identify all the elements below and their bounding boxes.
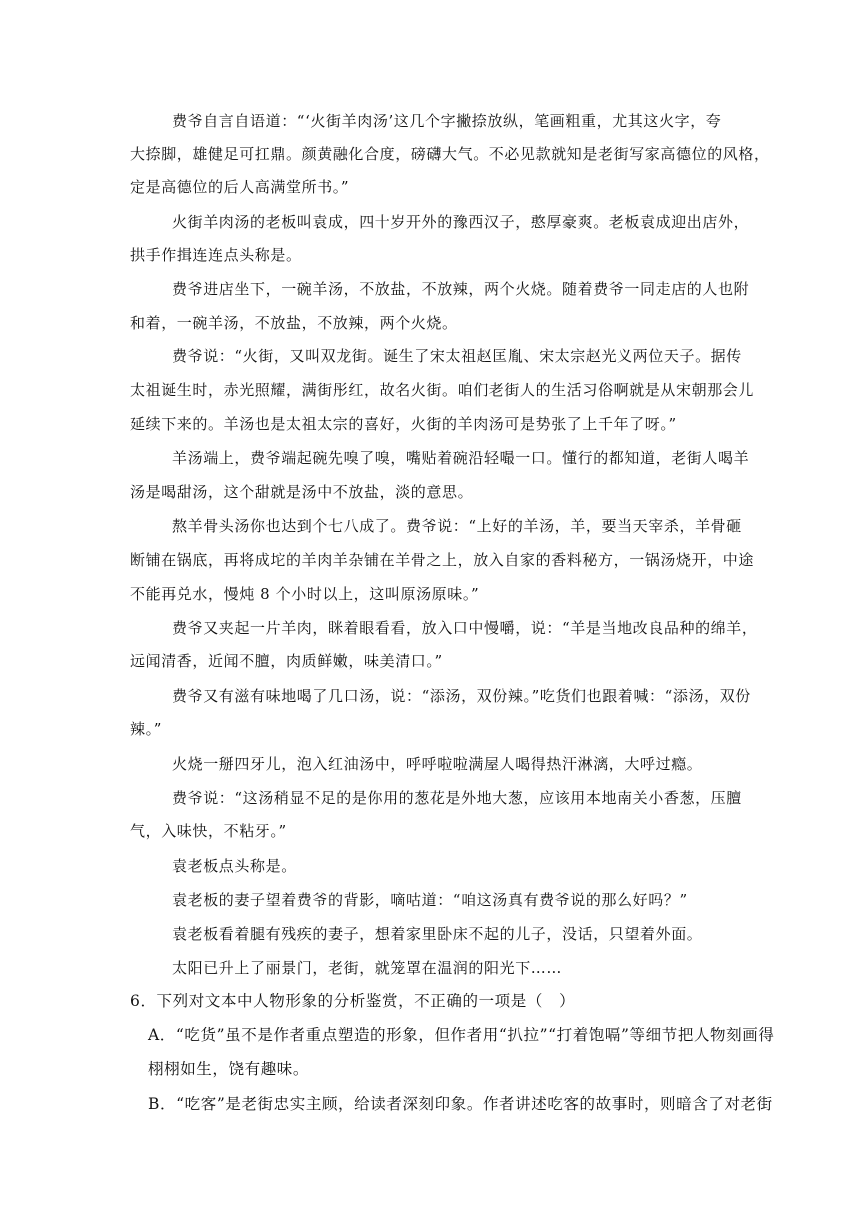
passage-line: 火烧一掰四牙儿，泡入红油汤中，呼呼啦啦满屋人喝得热汗淋漓，大呼过瘾。: [172, 755, 703, 773]
passage-line: 费爷说：“火街，又叫双龙街。诞生了宋太祖赵匡胤、宋太宗赵光义两位天子。据传: [172, 347, 742, 365]
passage-line: 熬羊骨头汤你也达到个七八成了。费爷说：“上好的羊汤，羊，要当天宰杀，羊骨砸: [172, 517, 742, 535]
passage-line: 费爷又有滋有味地喝了几口汤，说：“添汤，双份辣。”吃货们也跟着喊：“添汤，双份: [172, 687, 751, 705]
passage-line: 拱手作揖连连点头称是。: [130, 246, 302, 264]
passage-line: 费爷自言自语道：“‘火街羊肉汤’这几个字撇捺放纵，笔画粗重，尤其这火字，夸: [172, 112, 722, 130]
passage-line: 辣。”: [130, 720, 162, 738]
passage-line: 不能再兑水，慢炖 8 个小时以上，这叫原汤原味。”: [130, 585, 480, 603]
passage-line: 和着，一碗羊汤，不放盐，不放辣，两个火烧。: [130, 314, 458, 332]
passage-line: 气，入味快，不粘牙。”: [130, 822, 287, 840]
passage-line: 远闻清香，近闻不膻，肉质鲜嫩，味美清口。”: [130, 652, 443, 670]
passage-line: 汤是喝甜汤，这个甜就是汤中不放盐，淡的意思。: [130, 483, 474, 501]
passage-line: 延续下来的。羊汤也是太祖太宗的喜好，火街的羊肉汤可是势张了上千年了呀。”: [130, 415, 677, 433]
passage-line: 袁老板看着腿有残疾的妻子，想着家里卧床不起的儿子，没话，只望着外面。: [172, 925, 703, 943]
passage-line: 火街羊肉汤的老板叫袁成，四十岁开外的豫西汉子，憨厚豪爽。老板袁成迎出店外，: [172, 213, 750, 231]
passage-line: 费爷又夹起一片羊肉，眯着眼看看，放入口中慢嚼，说：“羊是当地改良品种的绵羊，: [172, 619, 758, 637]
passage-line: 断铺在锅底，再将成坨的羊肉羊杂铺在羊骨之上，放入自家的香料秘方，一锅汤烧开，中途: [130, 551, 755, 569]
passage-line: 袁老板的妻子望着费爷的背影，嘀咕道：“咱这汤真有费爷说的那么好吗？”: [172, 891, 688, 909]
passage-line: 太阳已升上了丽景门，老街，就笼罩在温润的阳光下……: [172, 959, 563, 977]
question-stem: 6．下列对文本中人物形象的分析鉴赏，不正确的一项是（ ）: [130, 992, 576, 1010]
passage-line: 费爷进店坐下，一碗羊汤，不放盐，不放辣，两个火烧。随着费爷一同走店的人也附: [172, 280, 750, 298]
option-b: B．“吃客”是老街忠实主顾，给读者深刻印象。作者讲述吃客的故事时，则暗含了对老街: [148, 1095, 773, 1113]
passage-line: 大捺脚，雄健足可扛鼎。颜黄融化合度，磅礴大气。不必见款就知是老街写家高德位的风格，: [130, 145, 770, 163]
passage-line: 羊汤端上，费爷端起碗先嗅了嗅，嘴贴着碗沿轻嘬一口。懂行的都知道，老街人喝羊: [172, 449, 750, 467]
passage-line: 袁老板点头称是。: [172, 857, 297, 875]
option-a: A．“吃货”虽不是作者重点塑造的形象，但作者用“扒拉”“打着饱嗝”等细节把人物刻画得: [148, 1026, 775, 1044]
passage-line: 定是高德位的后人高满堂所书。”: [130, 178, 350, 196]
passage-line: 费爷说：“这汤稍显不足的是你用的葱花是外地大葱，应该用本地南关小香葱，压膻: [172, 789, 742, 807]
option-a-continued: 栩栩如生，饶有趣味。: [148, 1060, 310, 1078]
passage-line: 太祖诞生时，赤光照耀，满街彤红，故名火街。咱们老街人的生活习俗啊就是从宋朝那会儿: [130, 381, 755, 399]
